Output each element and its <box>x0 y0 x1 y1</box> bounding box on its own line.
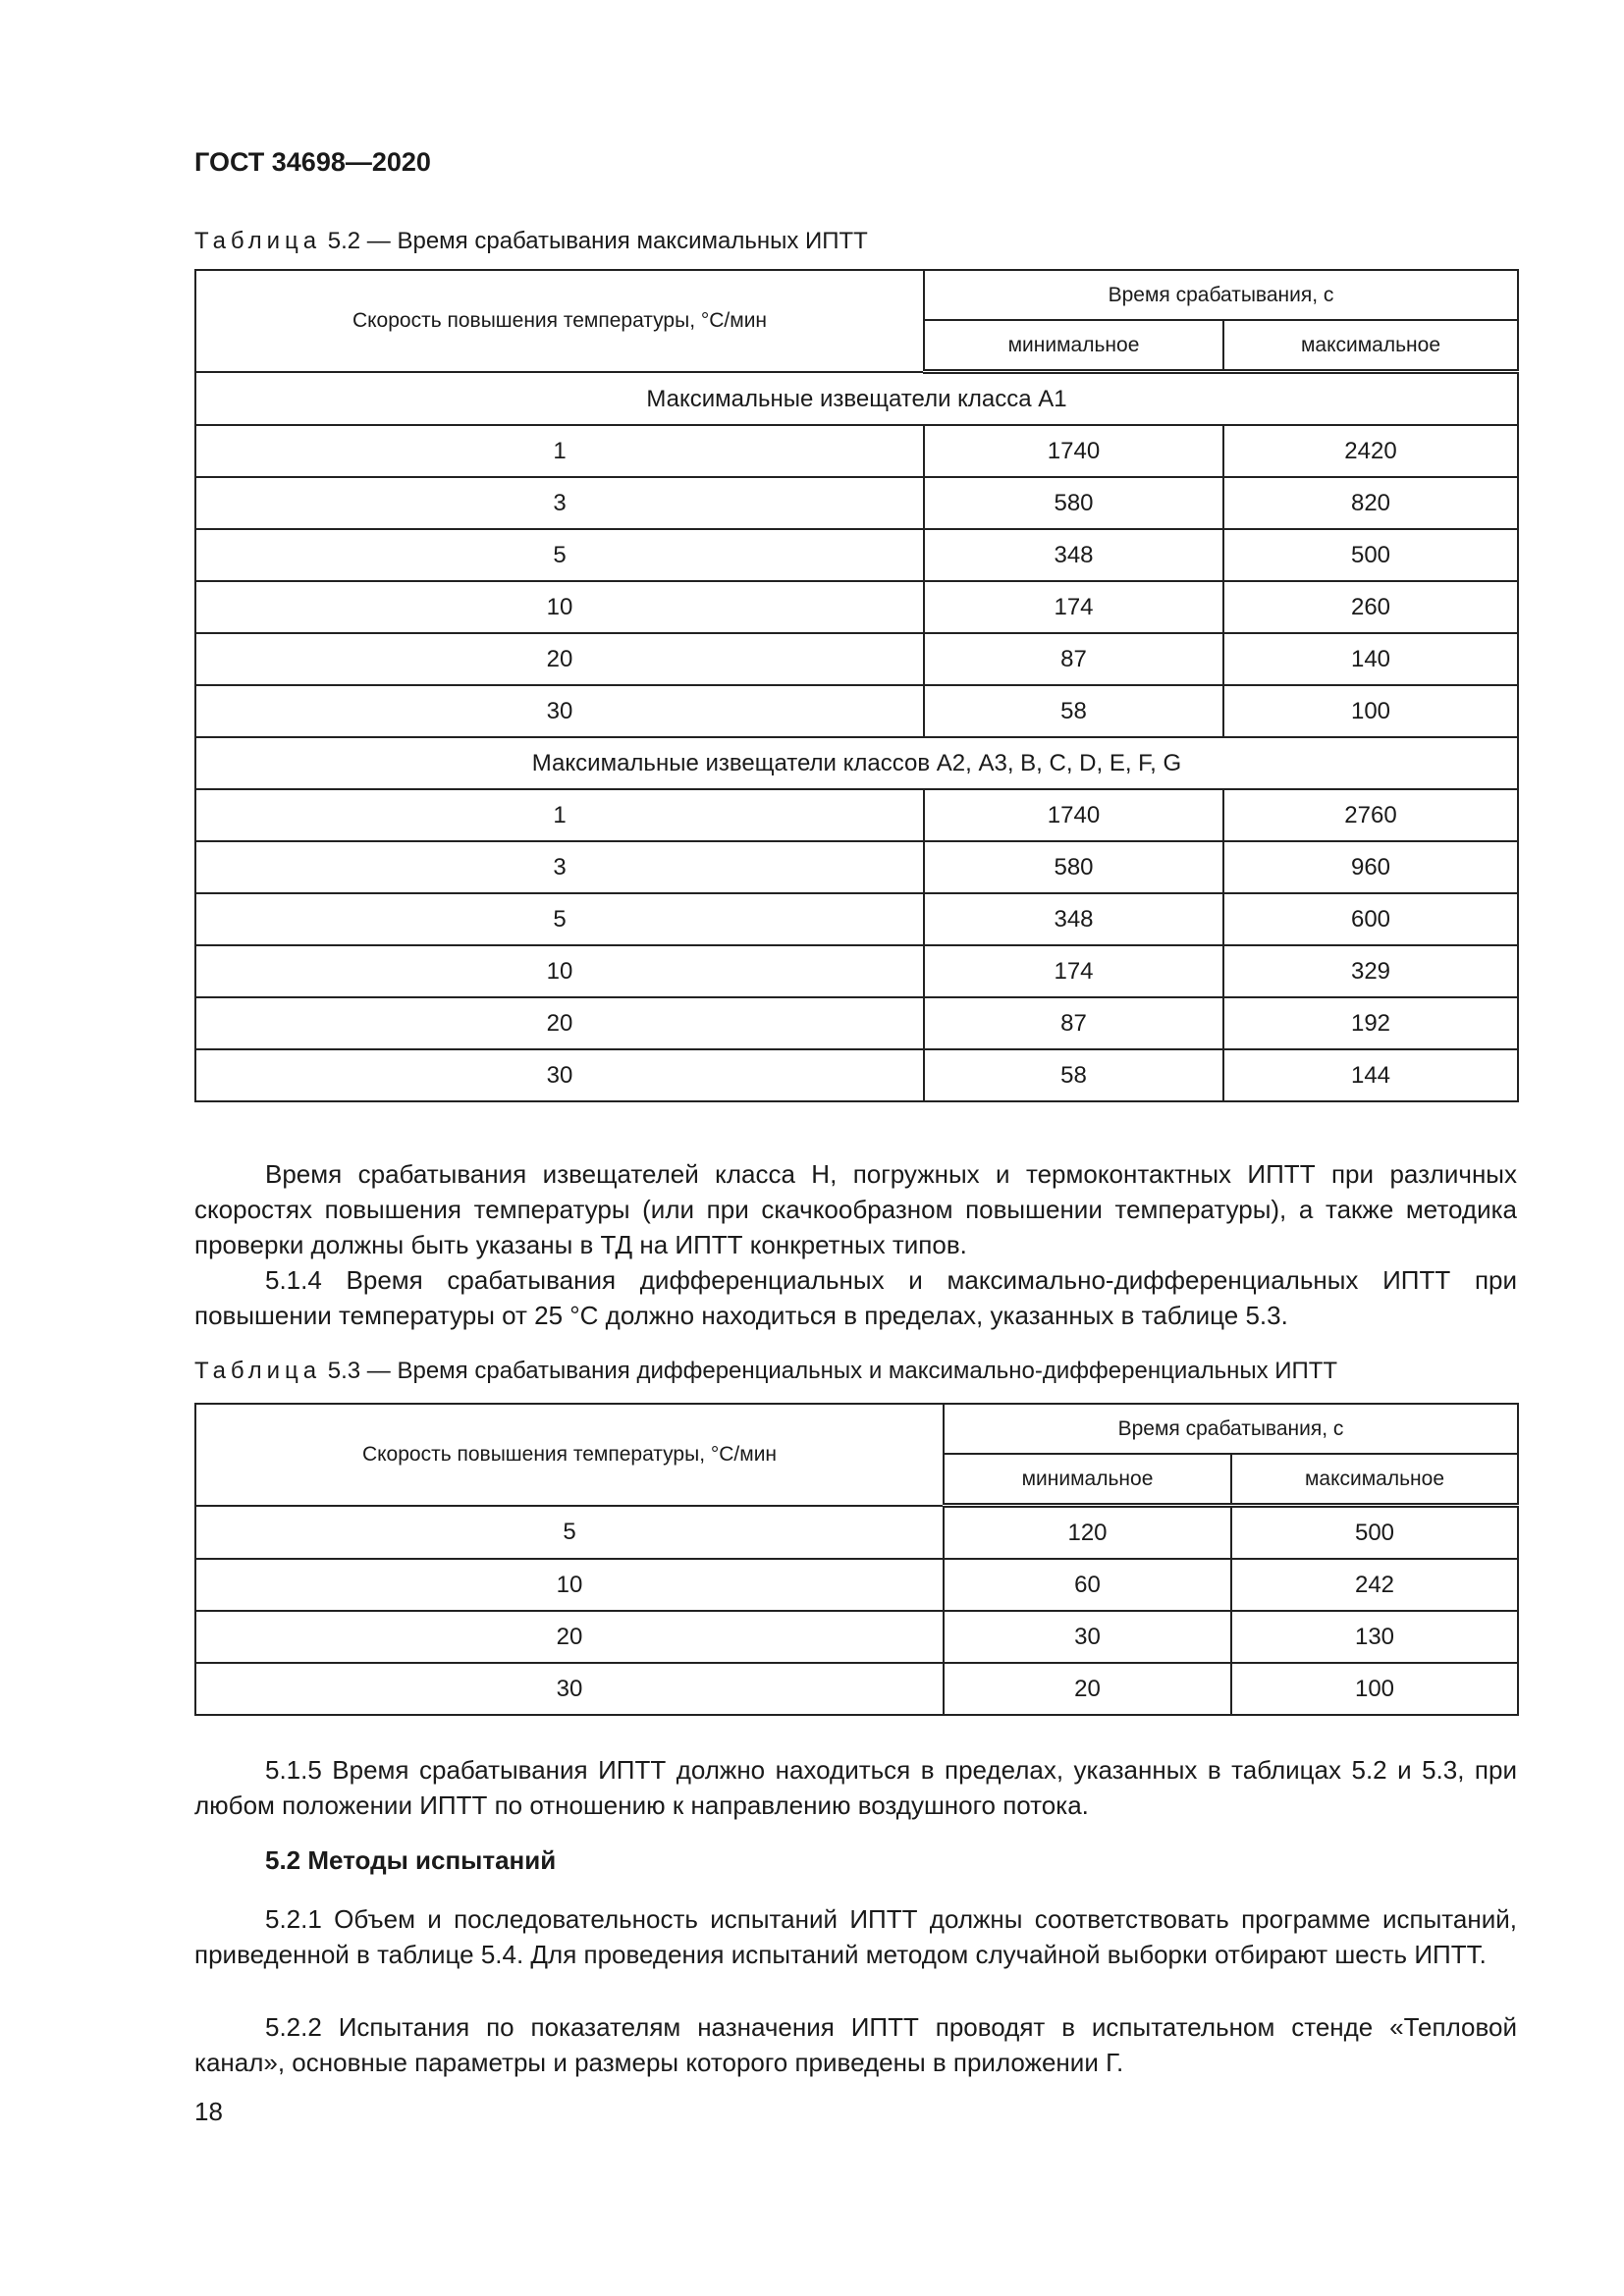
table-row <box>195 945 1518 997</box>
cell-min: 58 <box>924 685 1223 737</box>
cell-min: 60 <box>944 1559 1231 1611</box>
table-row <box>195 425 1518 477</box>
cell-rate: 10 <box>195 945 924 997</box>
header-time: Время срабатывания, с <box>924 270 1518 320</box>
cell-max: 329 <box>1223 945 1518 997</box>
cell-max: 960 <box>1223 841 1518 893</box>
cell-rate: 3 <box>195 841 924 893</box>
cell-max: 820 <box>1223 477 1518 529</box>
table-row <box>195 1049 1518 1101</box>
cell-min: 174 <box>924 581 1223 633</box>
cell-rate: 30 <box>195 685 924 737</box>
cell-min: 1740 <box>924 789 1223 841</box>
table-row <box>195 1611 1518 1663</box>
paragraph-5-1-5: 5.1.5 Время срабатывания ИПТТ должно находиться в пределах, указанных в таблицах 5.2 и 5.3, при любом положении ИПТТ по отношению к направлению воздушного потока. <box>194 1755 1517 1820</box>
table-label: Таблица <box>194 228 322 254</box>
cell-max: 140 <box>1223 633 1518 685</box>
table-title: 5.3 — Время срабатывания дифференциальных и максимально-дифференциальных ИПТТ <box>321 1358 1338 1384</box>
header-min: минимальное <box>944 1454 1231 1506</box>
cell-min: 87 <box>924 633 1223 685</box>
cell-rate: 10 <box>195 581 924 633</box>
cell-rate: 30 <box>195 1663 944 1715</box>
cell-min: 580 <box>924 841 1223 893</box>
section-title-5-2: 5.2 Методы испытаний <box>265 1845 557 1875</box>
cell-max: 192 <box>1223 997 1518 1049</box>
table-5-2 <box>194 269 1519 1102</box>
cell-max: 500 <box>1223 529 1518 581</box>
cell-rate: 5 <box>195 529 924 581</box>
header-rate: Скорость повышения температуры, °C/мин <box>195 1404 944 1506</box>
cell-rate: 5 <box>195 1506 944 1560</box>
cell-rate: 10 <box>195 1559 944 1611</box>
table-5-3 <box>194 1403 1519 1716</box>
table-row <box>195 529 1518 581</box>
paragraph-5-1-4: 5.1.4 Время срабатывания дифференциальных и максимально-дифференциальных ИПТТ при повышении температуры от 25 °С должно находиться в пределах, указанных в таблице 5.3. <box>194 1265 1517 1330</box>
cell-min: 30 <box>944 1611 1231 1663</box>
group-header-a1: Максимальные извещатели класса А1 <box>195 372 1518 426</box>
header-max: максимальное <box>1223 320 1518 372</box>
cell-min: 20 <box>944 1663 1231 1715</box>
cell-max: 100 <box>1231 1663 1518 1715</box>
table-label: Таблица <box>194 1358 322 1384</box>
cell-rate: 20 <box>195 633 924 685</box>
table-row <box>195 789 1518 841</box>
cell-min: 174 <box>924 945 1223 997</box>
header-time: Время срабатывания, с <box>944 1404 1518 1454</box>
table-row <box>195 1559 1518 1611</box>
table-row <box>195 477 1518 529</box>
header-rate: Скорость повышения температуры, °C/мин <box>195 270 924 372</box>
cell-rate: 20 <box>195 997 924 1049</box>
cell-max: 260 <box>1223 581 1518 633</box>
cell-max: 600 <box>1223 893 1518 945</box>
paragraph-class-h: Время срабатывания извещателей класса Н, погружных и термоконтактных ИПТТ при различных скоростях повышения температуры (или при скачкообразном повышении температуры), а также методика проверки должны быть указаны в ТД на ИПТТ конкретных типов. <box>194 1159 1517 1259</box>
cell-max: 100 <box>1223 685 1518 737</box>
cell-min: 348 <box>924 529 1223 581</box>
table-5-2-caption <box>194 228 868 255</box>
cell-rate: 1 <box>195 425 924 477</box>
cell-max: 144 <box>1223 1049 1518 1101</box>
table-row <box>195 841 1518 893</box>
cell-rate: 3 <box>195 477 924 529</box>
table-row <box>195 581 1518 633</box>
cell-rate: 1 <box>195 789 924 841</box>
group-header-a2-g: Максимальные извещатели классов А2, А3, В, С, D, Е, F, G <box>195 737 1518 789</box>
table-row <box>195 1506 1518 1560</box>
table-row <box>195 685 1518 737</box>
cell-min: 580 <box>924 477 1223 529</box>
cell-min: 348 <box>924 893 1223 945</box>
cell-max: 2420 <box>1223 425 1518 477</box>
cell-max: 130 <box>1231 1611 1518 1663</box>
document-code: ГОСТ 34698—2020 <box>194 147 431 177</box>
table-title: 5.2 — Время срабатывания максимальных ИПТТ <box>321 228 868 254</box>
cell-max: 500 <box>1231 1506 1518 1560</box>
paragraph-5-2-2: 5.2.2 Испытания по показателям назначения ИПТТ проводят в испытательном стенде «Тепловой канал», основные параметры и размеры которого приведены в приложении Г. <box>194 2012 1517 2077</box>
cell-min: 120 <box>944 1506 1231 1560</box>
table-row <box>195 633 1518 685</box>
table-row <box>195 893 1518 945</box>
table-5-3-caption <box>194 1358 1337 1385</box>
cell-rate: 30 <box>195 1049 924 1101</box>
header-min: минимальное <box>924 320 1223 372</box>
cell-min: 87 <box>924 997 1223 1049</box>
cell-max: 242 <box>1231 1559 1518 1611</box>
header-max: максимальное <box>1231 1454 1518 1506</box>
cell-rate: 20 <box>195 1611 944 1663</box>
cell-min: 1740 <box>924 425 1223 477</box>
paragraph-5-2-1: 5.2.1 Объем и последовательность испытаний ИПТТ должны соответствовать программе испытаний, приведенной в таблице 5.4. Для проведения испытаний методом случайной выборки отбирают шесть ИПТТ. <box>194 1904 1517 1969</box>
cell-rate: 5 <box>195 893 924 945</box>
page-number: 18 <box>194 2097 223 2126</box>
cell-min: 58 <box>924 1049 1223 1101</box>
table-row <box>195 997 1518 1049</box>
table-row <box>195 1663 1518 1715</box>
cell-max: 2760 <box>1223 789 1518 841</box>
